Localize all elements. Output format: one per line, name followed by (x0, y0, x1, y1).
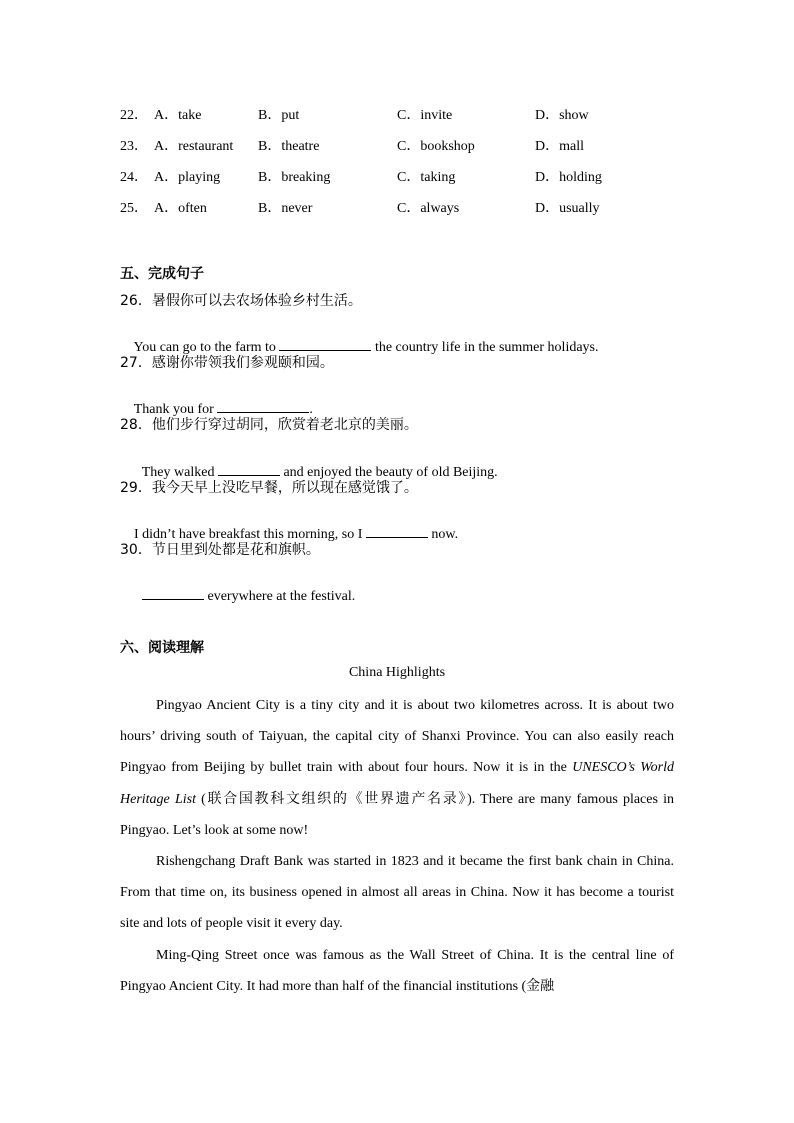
option-d: D．usually (535, 201, 600, 216)
option-row-24 (120, 166, 720, 186)
option-row-22 (120, 104, 720, 124)
answer-blank[interactable] (279, 338, 371, 351)
passage-paragraph-1 (120, 690, 674, 846)
sentence-text: the country life in the summer holidays. (371, 340, 599, 355)
sentence-text: . (309, 402, 313, 417)
paragraph-italic-text: UNESCO’s World Heritage List (120, 760, 675, 807)
chinese-prompt-29: 29．我今天早上没吃早餐，所以现在感觉饿了。 (120, 480, 418, 496)
passage-title: China Highlights (348, 665, 446, 680)
question-number: 24． (120, 170, 148, 185)
paragraph-text: Pingyao Ancient City is a tiny city and it is about two kilometres across. It is about two hours’ driving south of Taiyuan, the capital city of Shanxi Province. You can also easily reach Pingyao from Beijing by bullet train with about four hours. Now it is in the (120, 698, 674, 776)
passage-paragraph-3 (120, 940, 674, 1002)
option-a: A．playing (154, 170, 221, 185)
english-sentence-30 (128, 571, 355, 621)
option-b: B．put (258, 108, 300, 123)
paragraph-text: Ming-Qing Street once was famous as the Wall Street of China. It is the central line of Pingyao Ancient City. It had more than half of the financial institutions (金融 (120, 948, 674, 995)
question-number: 25． (120, 201, 148, 216)
option-b: B．never (258, 201, 313, 216)
option-b: B．breaking (258, 170, 331, 185)
question-number: 23． (120, 139, 148, 154)
chinese-prompt-28: 28．他们步行穿过胡同，欣赏着老北京的美丽。 (120, 417, 418, 433)
option-a: A．restaurant (154, 139, 234, 154)
chinese-prompt-30: 30．节日里到处都是花和旗帜。 (120, 542, 320, 558)
sentence-text: and enjoyed the beauty of old Beijing. (279, 465, 498, 480)
paragraph-text: Rishengchang Draft Bank was started in 1823 and it became the first bank chain in China. From that time on, its business opened in almost all areas in China. Now it has become a tourist site and lots of people visit it every day. (120, 854, 674, 932)
option-c: C．invite (397, 108, 453, 123)
answer-blank[interactable] (142, 587, 204, 600)
answer-blank[interactable] (366, 525, 428, 538)
option-c: C．taking (397, 170, 456, 185)
option-c: C．bookshop (397, 139, 475, 154)
passage-paragraph-2 (120, 846, 674, 940)
sentence-text: now. (427, 527, 459, 542)
option-d: D．mall (535, 139, 584, 154)
chinese-prompt-27: 27．感谢你带领我们参观颐和园。 (120, 355, 334, 371)
paragraph-text: (联合国教科文组织的《世界遗产名录》). There are many famous places in Pingyao. Let’s look at some now! (120, 791, 674, 838)
answer-blank[interactable] (218, 463, 280, 476)
option-row-23 (120, 135, 720, 155)
chinese-prompt-26: 26．暑假你可以去农场体验乡村生活。 (120, 293, 362, 309)
option-a: A．take (154, 108, 202, 123)
option-row-25 (120, 197, 720, 217)
section-heading-5: 五、完成句子 (120, 266, 204, 282)
option-c: C．always (397, 201, 460, 216)
option-d: D．holding (535, 170, 602, 185)
sentence-text: Thank you for (133, 402, 218, 417)
section-heading-6: 六、阅读理解 (120, 640, 204, 656)
sentence-text: everywhere at the festival. (204, 589, 356, 604)
question-number: 22． (120, 108, 148, 123)
sentence-text: They walked (141, 465, 218, 480)
option-a: A．often (154, 201, 207, 216)
option-d: D．show (535, 108, 589, 123)
sentence-text: I didn’t have breakfast this morning, so I (134, 527, 366, 542)
sentence-text: You can go to the farm to (133, 340, 280, 355)
option-b: B．theatre (258, 139, 320, 154)
answer-blank[interactable] (217, 400, 309, 413)
